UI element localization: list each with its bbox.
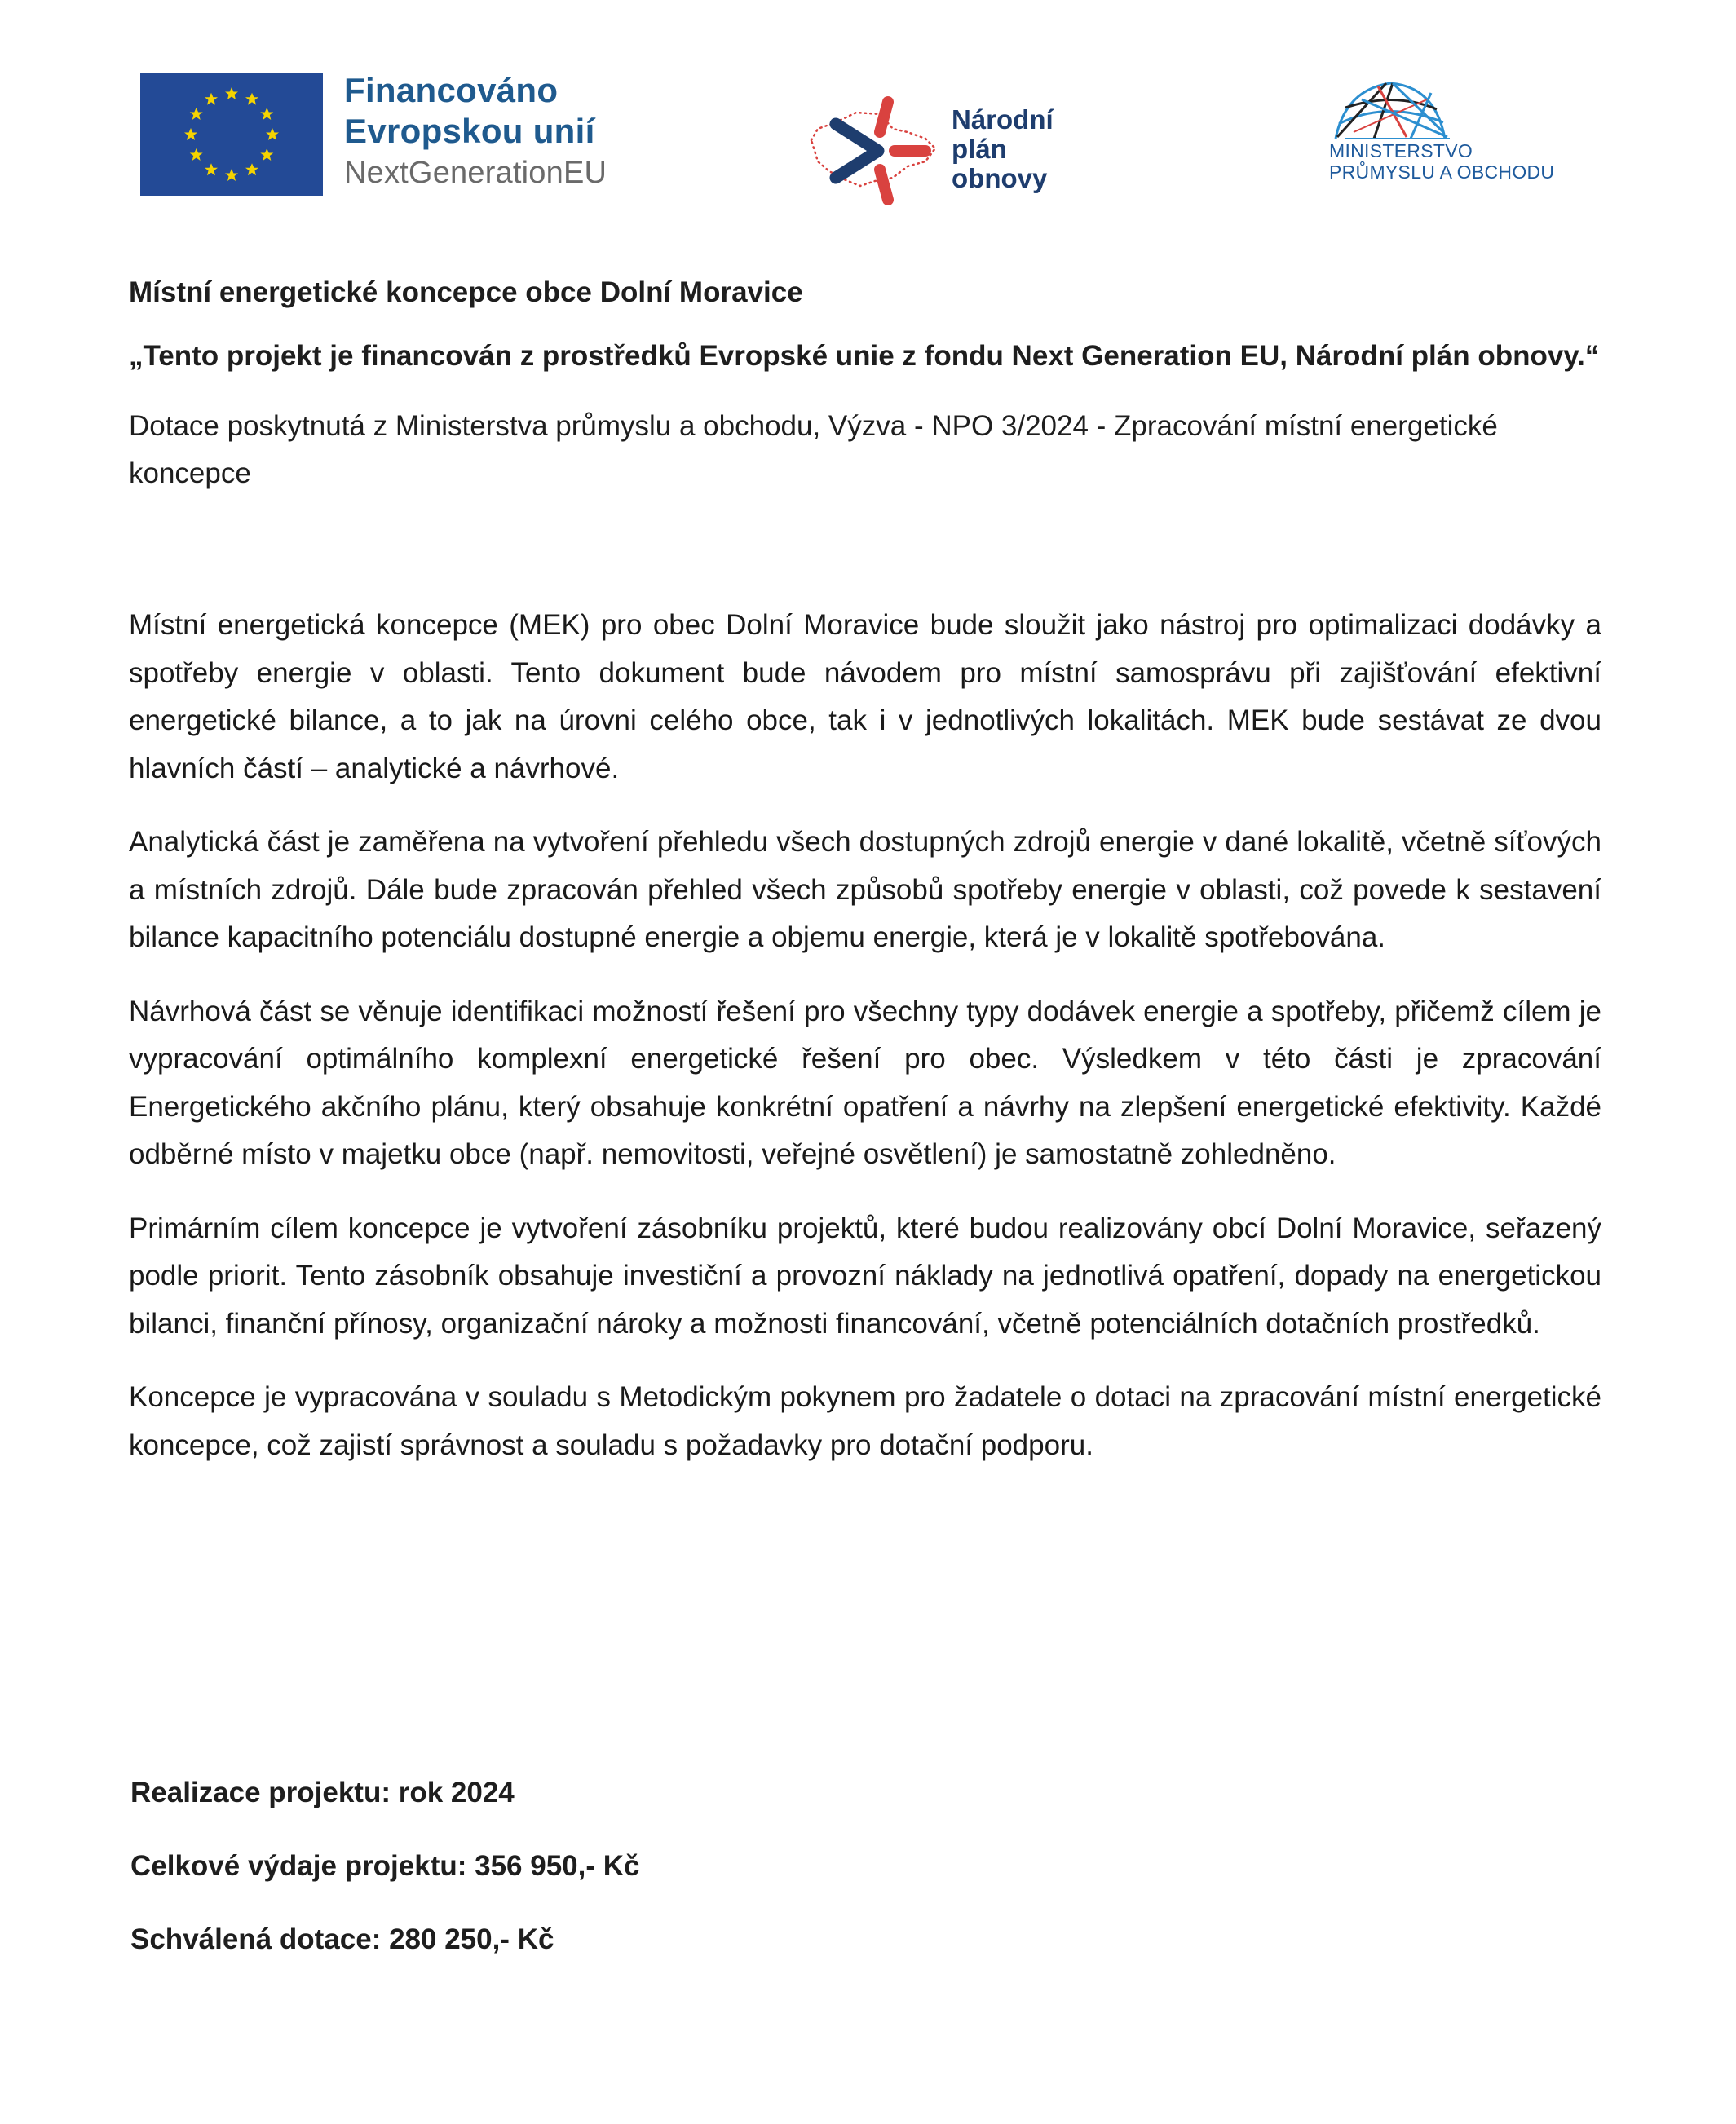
paragraph-analytical: Analytická část je zaměřena na vytvoření přehledu všech dostupných zdrojů energie v dané lokalitě, včetně síťových a místních zdrojů. Dále bude zpracován přehled všech způsobů spotřeby energie v oblasti, což povede k sestavení bilance kapacitního potenciálu dostupné energie a objemu energie, která je v lokalitě spotřebována. bbox=[129, 826, 1601, 953]
eu-logo-text bbox=[344, 70, 607, 194]
mpo-logo bbox=[1329, 75, 1554, 183]
eu-funding-logo bbox=[140, 73, 607, 196]
npo-mark-icon bbox=[803, 90, 942, 208]
paragraph-methodology: Koncepce je vypracována v souladu s Metodickým pokynem pro žadatele o dotaci na zpracování místní energetické koncepce, což zajistí správnost a souladu s požadavky pro dotační podporu. bbox=[129, 1381, 1601, 1461]
mpo-logo-line-2: PRŮMYSLU A OBCHODU bbox=[1329, 161, 1555, 183]
npo-logo bbox=[803, 90, 1054, 208]
mpo-logo-line-1: MINISTERSTVO bbox=[1329, 140, 1473, 161]
project-realization: Realizace projektu: rok 2024 bbox=[130, 1777, 515, 1808]
document-body bbox=[129, 602, 1601, 1469]
project-facts bbox=[130, 1769, 639, 1989]
mpo-globe-icon bbox=[1329, 75, 1451, 140]
document-content bbox=[129, 269, 1601, 1495]
funding-statement: „Tento projekt je financován z prostředků Evropské unie z fondu Next Generation EU, Národní plán obnovy.“ bbox=[129, 340, 1600, 372]
eu-logo-line-3: NextGenerationEU bbox=[344, 156, 607, 190]
paragraph-proposal: Návrhová část se věnuje identifikaci možností řešení pro všechny typy dodávek energie a spotřeby, přičemž cílem je vypracování optimálního komplexní energetické řešení pro obec. Výsledkem v této části je zpracování Energetického akčního plánu, který obsahuje konkrétní opatření a návrhy na zlepšení energetické efektivity. Každé odběrné místo v majetku obce (např. nemovitosti, veřejné osvětlení) je samostatně zohledněno. bbox=[129, 995, 1601, 1170]
npo-logo-line-1: Národní bbox=[952, 104, 1054, 135]
npo-logo-text bbox=[952, 105, 1054, 193]
eu-flag-icon bbox=[140, 73, 323, 196]
grant-info: Dotace poskytnutá z Ministerstva průmyslu a obchodu, Výzva - NPO 3/2024 - Zpracování místní energetické koncepce bbox=[129, 410, 1498, 489]
logo-header bbox=[0, 0, 1736, 228]
paragraph-goal: Primárním cílem koncepce je vytvoření zásobníku projektů, které budou realizovány obcí Dolní Moravice, seřazený podle priorit. Tento zásobník obsahuje investiční a provozní náklady na jednotlivá opatření, dopady na energetickou bilanci, finanční přínosy, organizační nároky a možnosti financování, včetně potenciálních dotačních prostředků. bbox=[129, 1212, 1601, 1340]
npo-logo-line-3: obnovy bbox=[952, 162, 1048, 193]
eu-logo-line-2: Evropskou unií bbox=[344, 112, 595, 150]
document-title: Místní energetické koncepce obce Dolní Moravice bbox=[129, 276, 803, 308]
mpo-logo-text bbox=[1329, 140, 1554, 183]
project-approved-grant: Schválená dotace: 280 250,- Kč bbox=[130, 1923, 554, 1955]
eu-logo-line-1: Financováno bbox=[344, 71, 559, 109]
npo-logo-line-2: plán bbox=[952, 133, 1007, 164]
project-total-costs: Celkové výdaje projektu: 356 950,- Kč bbox=[130, 1850, 640, 1882]
paragraph-intro: Místní energetická koncepce (MEK) pro obec Dolní Moravice bude sloužit jako nástroj pro optimalizaci dodávky a spotřeby energie v oblasti. Tento dokument bude návodem pro místní samosprávu při zajišťování efektivní energetické bilance, a to jak na úrovni celého obce, tak i v jednotlivých lokalitách. MEK bude sestávat ze dvou hlavních částí – analytické a návrhové. bbox=[129, 609, 1601, 784]
